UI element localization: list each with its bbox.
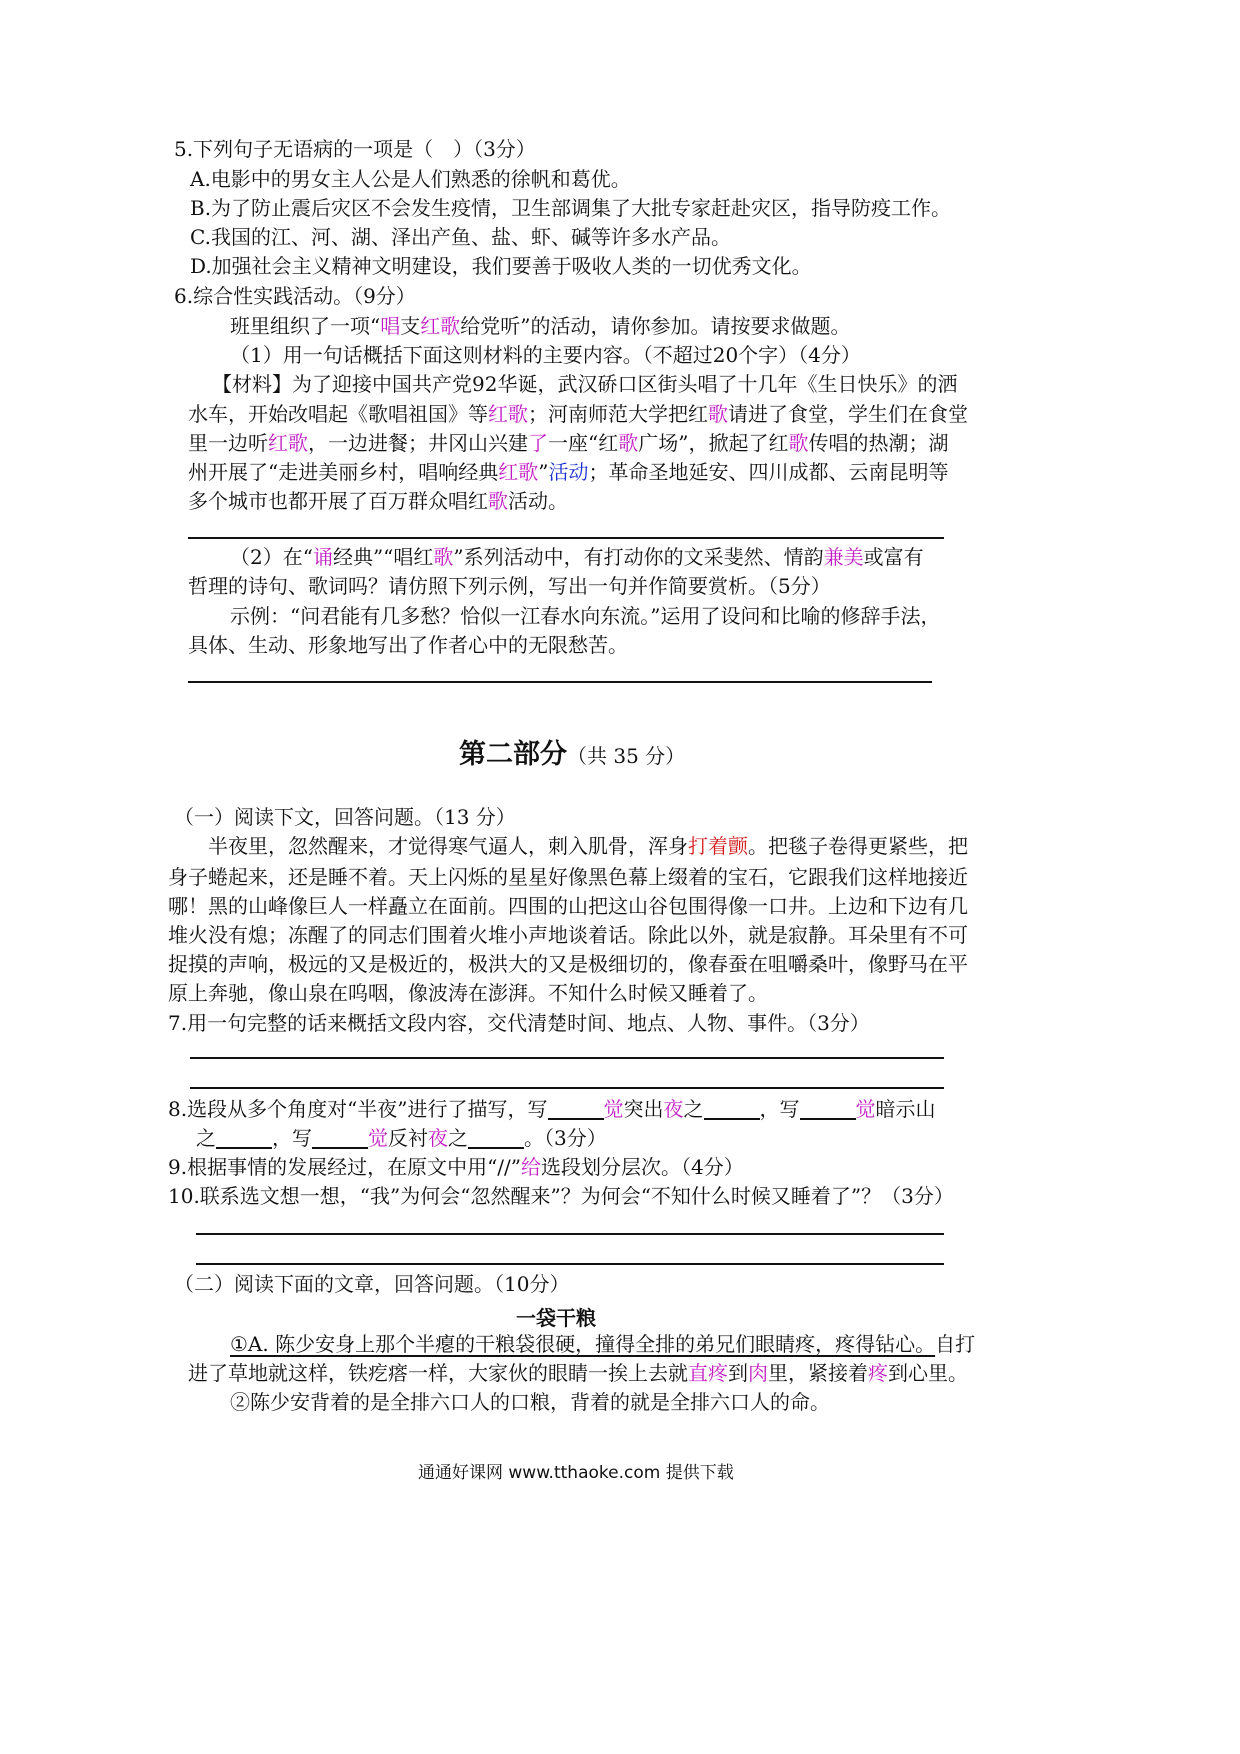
part-title: 第二部分（共 35 分） <box>459 739 686 770</box>
footer-credit: 通通好课网 www.tthaoke.com 提供下载 <box>418 1463 734 1483</box>
answer-line[interactable] <box>196 1263 944 1265</box>
q10-stem: 10.联系选文想一想，“我”为何会“忽然醒来”？为何会“不知什么时候又睡着了”？（3分） <box>168 1184 954 1208</box>
q6-intro: 班里组织了一项“唱支红歌给党听”的活动，请你参加。请按要求做题。 <box>230 314 851 338</box>
passage-line-4: 堆火没有熄；冻醒了的同志们围着火堆小声地谈着话。除此以外，就是寂静。耳朵里有不可 <box>168 923 968 947</box>
fill-blank[interactable] <box>468 1127 524 1149</box>
article-para-1: ①A. 陈少安身上那个半瘪的干粮袋很硬，撞得全排的弟兄们眼睛疼，疼得钻心。自打 <box>230 1332 976 1356</box>
answer-line[interactable] <box>190 1057 944 1059</box>
q6-example-line1: 示例：“问君能有几多愁？恰似一江春水向东流。”运用了设问和比喻的修辞手法， <box>230 604 941 628</box>
answer-line[interactable] <box>188 537 944 539</box>
answer-line[interactable] <box>196 1233 944 1235</box>
answer-line[interactable] <box>188 681 932 683</box>
q5-option-d: D.加强社会主义精神文明建设，我们要善于吸收人类的一切优秀文化。 <box>190 254 812 278</box>
passage-line-2: 身子蜷起来，还是睡不着。天上闪烁的星星好像黑色幕上缀着的宝石，它跟我们这样地接近 <box>168 865 968 889</box>
section-2-heading: （二）阅读下面的文章，回答问题。（10分） <box>174 1272 570 1296</box>
q6-sub2-line2: 哲理的诗句、歌词吗？请仿照下列示例，写出一句并作简要赏析。（5分） <box>188 574 831 598</box>
fill-blank[interactable] <box>548 1098 604 1120</box>
fill-blank[interactable] <box>216 1127 272 1149</box>
q8-line-2: 之 ，写 觉反衬夜之 。（3分） <box>196 1126 607 1150</box>
answer-line[interactable] <box>190 1087 944 1089</box>
q5-option-c: C.我国的江、河、湖、泽出产鱼、盐、虾、碱等许多水产品。 <box>190 225 731 249</box>
q8-line-1: 8.选段从多个角度对“半夜”进行了描写，写 觉突出夜之 ，写 觉暗示山 <box>168 1097 936 1121</box>
article-para-2: ②陈少安背着的是全排六口人的口粮，背着的就是全排六口人的命。 <box>230 1390 830 1414</box>
fill-blank[interactable] <box>312 1127 368 1149</box>
q6-stem: 6.综合性实践活动。（9分） <box>174 284 416 308</box>
underlined-sentence: ①A. 陈少安身上那个半瘪的干粮袋很硬，撞得全排的弟兄们眼睛疼，疼得钻心。 <box>230 1332 936 1356</box>
q6-sub2-line1: （2）在“诵经典”“唱红歌”系列活动中，有打动你的文采斐然、情韵兼美或富有 <box>230 545 924 569</box>
material-line-2: 水车，开始改唱起《歌唱祖国》等红歌；河南师范大学把红歌请进了食堂，学生们在食堂 <box>188 402 968 426</box>
passage-line-6: 原上奔驰，像山泉在呜咽，像波涛在澎湃。不知什么时候又睡着了。 <box>168 981 768 1005</box>
q7-stem: 7.用一句完整的话来概括文段内容，交代清楚时间、地点、人物、事件。（3分） <box>168 1011 870 1035</box>
material-line-5: 多个城市也都开展了百万群众唱红歌活动。 <box>188 489 568 513</box>
q5-stem: 5.下列句子无语病的一项是（ ）（3分） <box>174 137 536 161</box>
passage-line-1: 半夜里，忽然醒来，才觉得寒气逼人，刺入肌骨，浑身打着颤。把毯子卷得更紧些，把 <box>208 834 968 858</box>
q6-sub1: （1）用一句话概括下面这则材料的主要内容。（不超过20个字）（4分） <box>230 343 861 367</box>
q9-stem: 9.根据事情的发展经过，在原文中用“//”给选段划分层次。（4分） <box>168 1155 744 1179</box>
article-title: 一袋干粮 <box>516 1306 596 1330</box>
passage-line-3: 哪！黑的山峰像巨人一样矗立在面前。四围的山把这山谷包围得像一口井。上边和下边有几 <box>168 894 968 918</box>
material-line-4: 州开展了“走进美丽乡村，唱响经典红歌”活动；革命圣地延安、四川成都、云南昆明等 <box>188 460 949 484</box>
fill-blank[interactable] <box>800 1098 856 1120</box>
q6-example-line2: 具体、生动、形象地写出了作者心中的无限愁苦。 <box>188 633 628 657</box>
passage-line-5: 捉摸的声响，极远的又是极近的，极洪大的又是极细切的，像春蚕在咀嚼桑叶，像野马在平 <box>168 952 968 976</box>
material-line-1: 【材料】为了迎接中国共产党92华诞，武汉硚口区街头唱了十几年《生日快乐》的洒 <box>212 372 958 396</box>
material-line-3: 里一边听红歌，一边进餐；井冈山兴建了一座“红歌广场”，掀起了红歌传唱的热潮；湖 <box>188 431 949 455</box>
q5-option-a: A.电影中的男女主人公是人们熟悉的徐帆和葛优。 <box>190 167 631 191</box>
fill-blank[interactable] <box>704 1098 760 1120</box>
section-1-heading: （一）阅读下文，回答问题。（13 分） <box>174 805 516 829</box>
article-para-1-cont: 进了草地就这样，铁疙瘩一样，大家伙的眼睛一挨上去就直疼到肉里，紧接着疼到心里。 <box>188 1361 968 1385</box>
q5-option-b: B.为了防止震后灾区不会发生疫情，卫生部调集了大批专家赶赴灾区，指导防疫工作。 <box>190 196 952 220</box>
